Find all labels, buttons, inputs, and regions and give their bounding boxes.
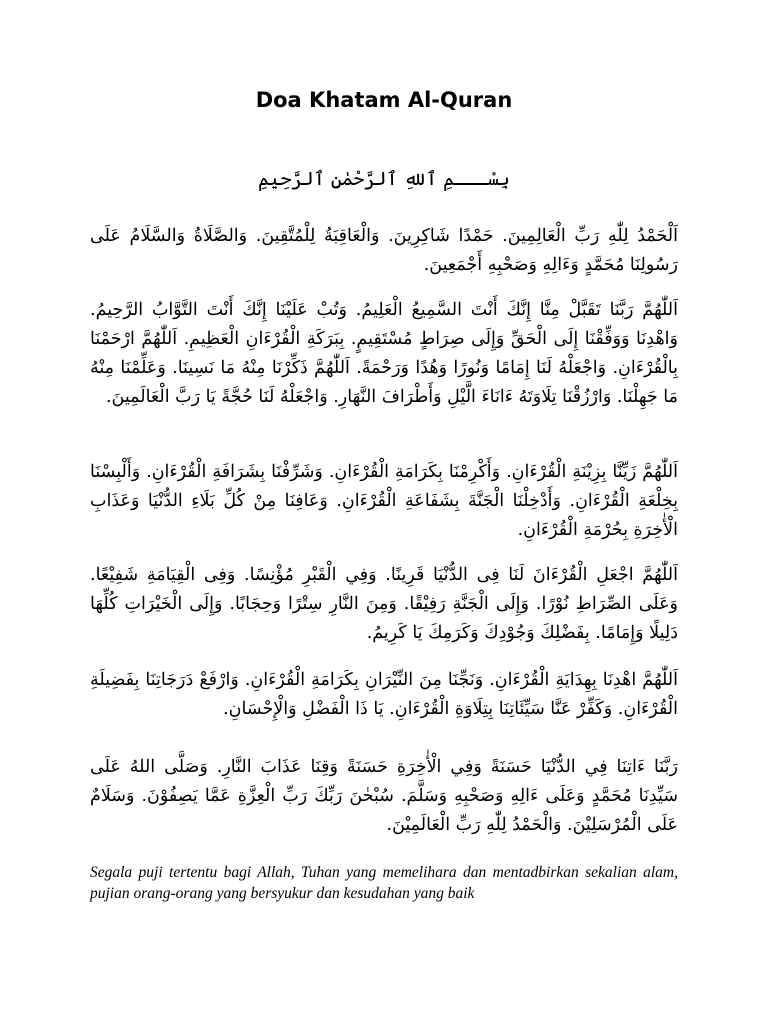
arabic-paragraph-guidance: اَللّٰهُمَّ اهْدِنَا بِهِدَايَةِ الْقُرْءَانِ. وَنَجِّنَا مِنَ النِّيْرَانِ بِكَرَامَةِ الْقُرْءَانِ. وَارْفَعْ دَرَجَاتِنَا بِفَضِيلَةِ الْقُرْءَانِ. وَكَفِّرْ عَنَّا سَيِّئَاتِنَا بِتِلَاوَةِ الْقُرْءَانِ. يَا ذَا الْفَضْلِ وَالْإِحْسَانِ. xyxy=(90,670,678,719)
basmalah: بِسْـــمِ ٱللهِ ٱلرَّحْمٰنِ ٱلرَّحِيمِ xyxy=(258,168,510,190)
arabic-paragraph-closing: رَبَّنَا ءَاتِنَا فِي الدُّنْيَا حَسَنَةً وَفِي الْأٰخِرَةِ حَسَنَةً وَقِنَا عَذَابَ النَّارِ. وَصَلَّى اللهُ عَلَى سَيِّدِنَا مُحَمَّدٍ وَعَلَى ءَالِهِ وَصَحْبِهِ وَسَلَّمَ. سُبْحٰنَ رَبِّكَ رَبِّ الْعِزَّةِ عَمَّا يَصِفُوْنَ. وَسَلَامٌ عَلَى الْمُرْسَلِيْنَ. وَالْحَمْدُ لِلّٰهِ رَبِّ الْعَالَمِيْنَ. xyxy=(90,757,678,835)
arabic-paragraph-praise: اَلْحَمْدُ لِلّٰهِ رَبِّ الْعَالِمِينَ. حَمْدًا شَاكِرِينَ. وَالْعَاقِبَةُ لِلْمُتَّقِينَ. وَالصَّلَاةُ وَالسَّلَامُ عَلَى رَسُولِنَا مُحَمَّدٍ وَءَالِهِ وَصَحْبِهِ أَجْمَعِينَ. xyxy=(90,226,678,275)
arabic-paragraph-adornment: اَللّٰهُمَّ زَيِّنَّا بِزِيْنَةِ الْقُرْءَانِ. وَأَكْرِمْنَا بِكَرَامَةِ الْقُرْءَانِ. وَشَرِّفْنَا بِشَرَافَةِ الْقُرْءَانِ. وَأَلْبِسْنَا بِخِلْعَةِ الْقُرْءَانِ. وَأَدْخِلْنَا الْجَنَّةَ بِشَفَاعَةِ الْقُرْءَانِ. وَعَافِنَا مِنْ كُلِّ بَلَاءِ الدُّنْيَا وَعَذَابِ الْأٰخِرَةِ بِحُرْمَةِ الْقُرْءَانِ. xyxy=(90,462,678,540)
arabic-paragraph-companion: اَللّٰهُمَّ اجْعَلِ الْقُرْءَانَ لَنَا فِى الدُّنْيَا قَرِينًا. وَفِي الْقَبْرِ مُؤْنِسًا. وَفِى الْقِيَامَةِ شَفِيْعًا. وَعَلَى الصِّرَاطِ نُوْرًا. وَإِلَى الْجَنَّةِ رَفِيْقًا. وَمِنَ النَّارِ سِتْرًا وَحِجَابًا. وَإِلَى الْخَيْرَاتِ كُلِّهَا دَلِيلًا وَإِمَامًا. بِفَضْلِكَ وَجُوْدِكَ وَكَرَمِكَ يَا كَرِيمُ. xyxy=(90,565,678,643)
document-title: Doa Khatam Al-Quran xyxy=(255,88,513,112)
malay-translation: Segala puji tertentu bagi Allah, Tuhan yang memelihara dan mentadbirkan sekalian alam, pujian orang-orang yang bersyukur dan kesudahan yang baik xyxy=(90,864,678,902)
arabic-paragraph-acceptance: اَللّٰهُمَّ رَبَّنَا تَقَبَّلْ مِنَّا إِنَّكَ أَنْتَ السَّمِيعُ الْعَلِيمُ. وَتُبْ عَلَيْنَا إِنَّكَ أَنْتَ التَّوَّابُ الرَّحِيمُ. وَاهْدِنَا وَوَفِّقْنَا إِلَى الْحَقِّ وَإِلَى صِرَاطٍ مُسْتَقِيمٍ. بِبَرَكَةِ الْقُرْءَانِ الْعَظِيمِ. اَللّٰهُمَّ ارْحَمْنَا بِالْقُرْءَانِ. وَاجْعَلْهُ لَنَا إِمَامًا وَنُورًا وَهُدًا وَرَحْمَةً. اَللّٰهُمَّ ذَكِّرْنَا مِنْهُ مَا نَسِينَا. وَعَلِّمْنَا مِنْهُ مَا جَهِلْنَا. وَارْزُقْنَا تِلَاوَتَهُ ءَانَاءَ الَّيْلِ وَأَطْرَافَ النَّهَارِ. وَاجْعَلْهُ لَنَا حُجَّةً يَا رَبَّ الْعَالَمِينَ. xyxy=(90,300,678,407)
